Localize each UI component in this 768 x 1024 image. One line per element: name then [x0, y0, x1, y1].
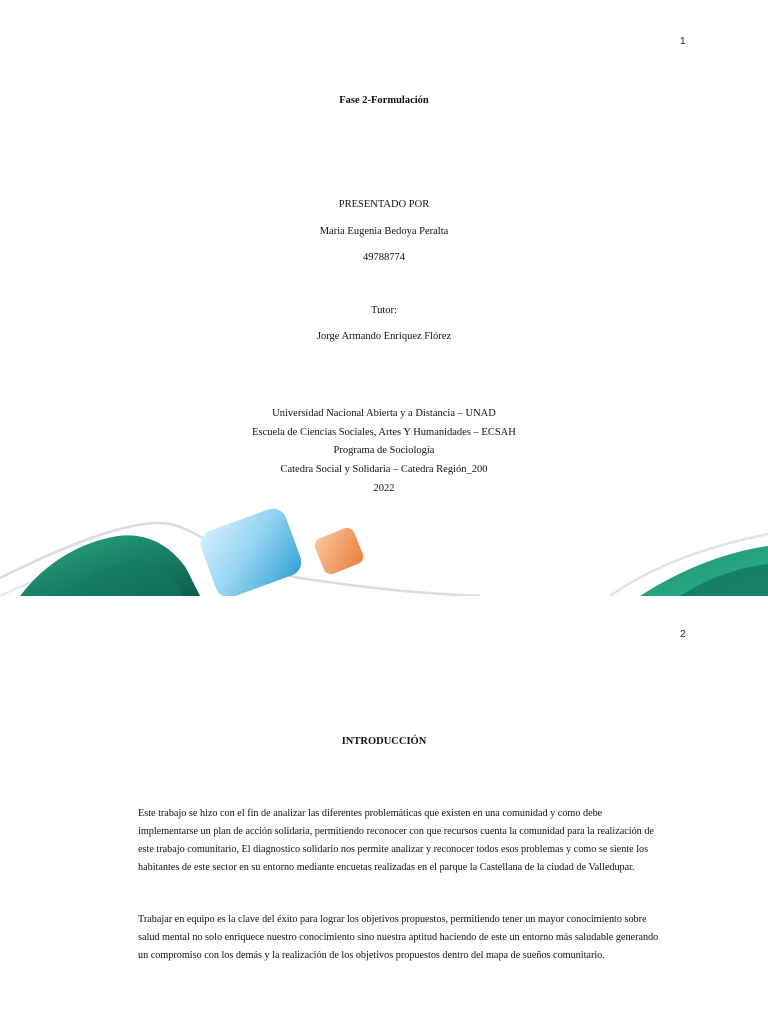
institution-line: Escuela de Ciencias Sociales, Artes Y Humanidades – ECSAH: [252, 427, 516, 438]
presented-by-label: PRESENTADO POR: [338, 199, 430, 210]
page-2: [0, 600, 768, 1024]
institution-line: Universidad Nacional Abierta y a Distancia – UNAD: [272, 408, 496, 419]
page-number: 2: [680, 629, 686, 640]
paragraph-line: salud mental no solo enriquece nuestro conocimiento sino nuestra aptitud haciendo de este un entorno más saludable generando: [138, 932, 659, 943]
tutor-label: Tutor:: [371, 305, 397, 316]
blue-tile: [197, 508, 306, 596]
paragraph-line: este trabajo comunitario, El diagnostico solidario nos permite analizar y reconocer todos esos problemas y como se siente los: [138, 844, 649, 855]
paragraph-line: Este trabajo se hizo con el fin de analizar las diferentes problemáticas que existen en una comunidad y como debe: [138, 808, 603, 819]
intro-paragraph-1: [138, 805, 654, 877]
intro-paragraph-2: [138, 911, 659, 965]
institution-line: 2022: [373, 483, 395, 494]
decorative-banner: [0, 508, 768, 596]
paragraph-line: Trabajar en equipo es la clave del éxito para lograr los objetivos propuestos, permitiendo tener un mayor conocimiento sobre: [138, 914, 647, 925]
page-number: 1: [680, 36, 686, 47]
author-id: 49788774: [363, 252, 405, 263]
orange-tile: [312, 526, 365, 577]
paragraph-line: habitantes de este sector en su entorno mediante encuetas realizadas en el parque la Castellana de la ciudad de Valledupar.: [138, 862, 635, 873]
author-name: Maria Eugenia Bedoya Peralta: [319, 226, 449, 237]
tutor-name: Jorge Armando Enriquez Flórez: [316, 331, 452, 342]
institution-line: Catedra Social y Solidaria – Catedra Región_200: [280, 464, 488, 475]
paragraph-line: implementarse un plan de acción solidaria, permitiendo reconocer con que recursos cuenta la comunidad para la realización de: [138, 826, 654, 837]
section-heading: INTRODUCCIÓN: [341, 736, 427, 747]
paragraph-line: un compromiso con los demás y la realización de los objetivos propuestos dentro del mapa de sueños comunitario.: [138, 950, 605, 961]
institution-line: Programa de Sociología: [333, 445, 435, 456]
document-title: Fase 2-Formulación: [339, 95, 429, 106]
